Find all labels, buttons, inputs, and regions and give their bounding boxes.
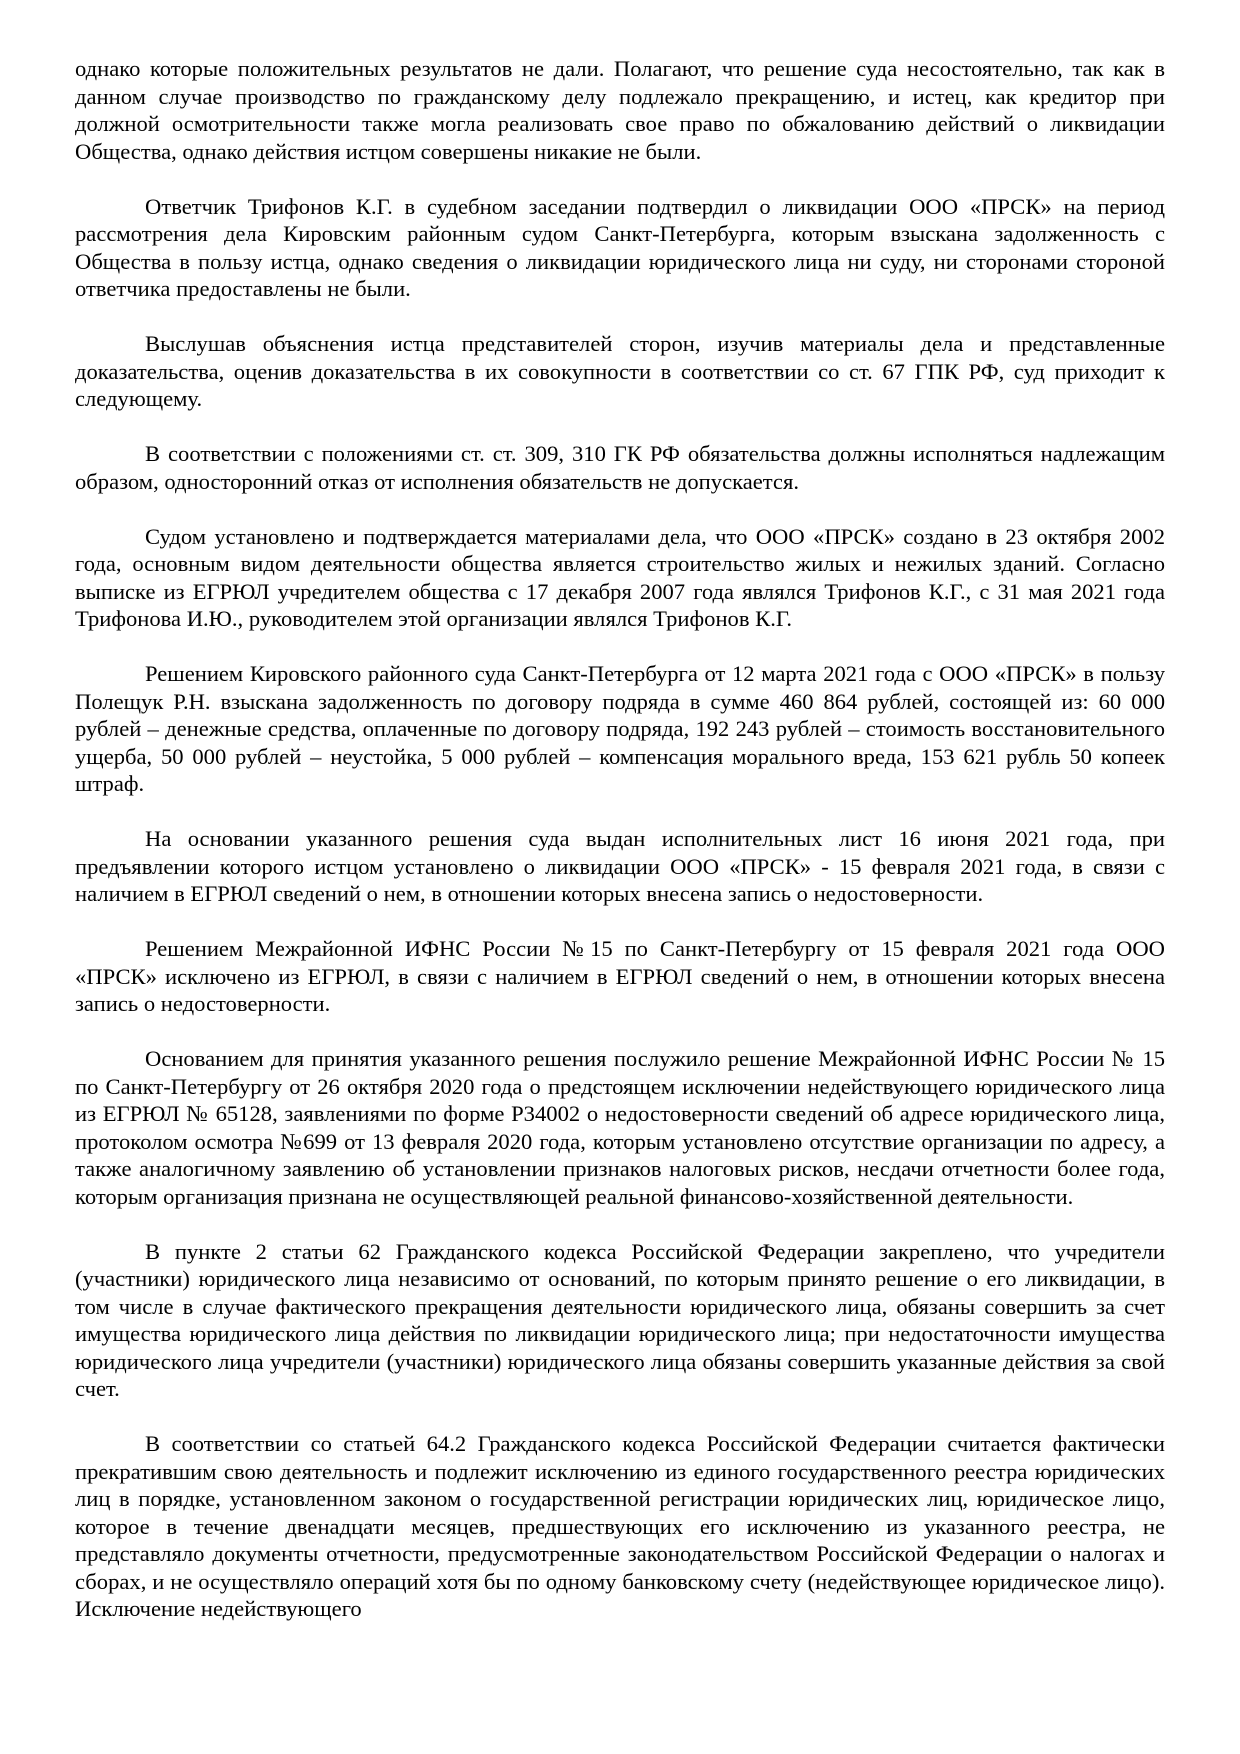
paragraph-5: Судом установлено и подтверждается материалами дела, что ООО «ПРСК» создано в 23 октября 2002 года, основным видом деятельности общества является строительство жилых и нежилых зданий. Согласно выписке из ЕГРЮЛ учредителем общества с 17 декабря 2007 года являлся Трифонов К.Г., с 31 мая 2021 года Трифонова И.Ю., руководителем этой организации являлся Трифонов К.Г. [75, 523, 1165, 631]
paragraph-8: Решением Межрайонной ИФНС России №15 по Санкт-Петербургу от 15 февраля 2021 года ООО «ПРСК» исключено из ЕГРЮЛ, в связи с наличием в ЕГРЮЛ сведений о нем, в отношении которых внесена запись о недостоверности. [75, 936, 1165, 1016]
document-page [75, 55, 1165, 1623]
paragraph-4: В соответствии с положениями ст. ст. 309, 310 ГК РФ обязательства должны исполняться надлежащим образом, односторонний отказ от исполнения обязательств не допускается. [75, 441, 1165, 494]
paragraph-3: Выслушав объяснения истца представителей сторон, изучив материалы дела и представленные доказательства, оценив доказательства в их совокупности в соответствии со ст. 67 ГПК РФ, суд приходит к следующему. [75, 331, 1165, 411]
paragraph-11: В соответствии со статьей 64.2 Гражданского кодекса Российской Федерации считается фактически прекратившим свою деятельность и подлежит исключению из единого государственного реестра юридических лиц в порядке, установленном законом о государственной регистрации юридических лиц, юридическое лицо, которое в течение двенадцати месяцев, предшествующих его исключению из указанного реестра, не представляло документы отчетности, предусмотренные законодательством Российской Федерации о налогах и сборах, и не осуществляло операций хотя бы по одному банковскому счету (недействующее юридическое лицо). Исключение недействующего [75, 1431, 1165, 1621]
paragraph-6: Решением Кировского районного суда Санкт-Петербурга от 12 марта 2021 года с ООО «ПРСК» в пользу Полещук Р.Н. взыскана задолженность по договору подряда в сумме 460 864 рублей, состоящей из: 60 000 рублей – денежные средства, оплаченные по договору подряда, 192 243 рублей – стоимость восстановительного ущерба, 50 000 рублей – неустойка, 5 000 рублей – компенсация морального вреда, 153 621 рубль 50 копеек штраф. [75, 661, 1165, 796]
paragraph-9: Основанием для принятия указанного решения послужило решение Межрайонной ИФНС России № 15 по Санкт-Петербургу от 26 октября 2020 года о предстоящем исключении недействующего юридического лица из ЕГРЮЛ № 65128, заявлениями по форме Р34002 о недостоверности сведений об адресе юридического лица, протоколом осмотра №699 от 13 февраля 2020 года, которым установлено отсутствие организации по адресу, а также аналогичному заявлению об установлении признаков налоговых рисков, несдачи отчетности более года, которым организация признана не осуществляющей реальной финансово-хозяйственной деятельности. [75, 1046, 1165, 1209]
paragraph-2: Ответчик Трифонов К.Г. в судебном заседании подтвердил о ликвидации ООО «ПРСК» на период рассмотрения дела Кировским районным судом Санкт-Петербурга, которым взыскана задолженность с Общества в пользу истца, однако сведения о ликвидации юридического лица ни суду, ни сторонами стороной ответчика предоставлены не были. [75, 193, 1165, 301]
paragraph-10: В пункте 2 статьи 62 Гражданского кодекса Российской Федерации закреплено, что учредители (участники) юридического лица независимо от оснований, по которым принято решение о его ликвидации, в том числе в случае фактического прекращения деятельности юридического лица, обязаны совершить за счет имущества юридического лица действия по ликвидации юридического лица; при недостаточности имущества юридического лица учредители (участники) юридического лица обязаны совершить указанные действия за свой счет. [75, 1238, 1165, 1401]
paragraph-7: На основании указанного решения суда выдан исполнительных лист 16 июня 2021 года, при предъявлении которого истцом установлено о ликвидации ООО «ПРСК» - 15 февраля 2021 года, в связи с наличием в ЕГРЮЛ сведений о нем, в отношении которых внесена запись о недостоверности. [75, 826, 1165, 906]
paragraph-1: однако которые положительных результатов не дали. Полагают, что решение суда несостоятельно, так как в данном случае производство по гражданскому делу подлежало прекращению, и истец, как кредитор при должной осмотрительности также могла реализовать свое право по обжалованию действий о ликвидации Общества, однако действия истцом совершены никакие не были. [75, 56, 1165, 164]
